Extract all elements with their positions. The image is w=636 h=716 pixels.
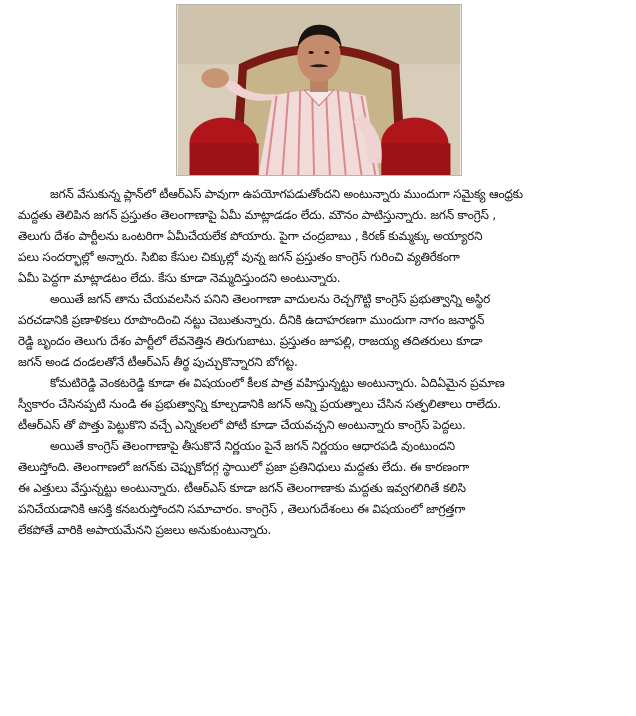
- text-line: జగన్ అండ దండలతోనే టీఆర్ఎస్ తీర్థ పుచ్చుకొన్నారని బోగట్ట.: [18, 355, 298, 369]
- paragraph-2: [18, 289, 624, 373]
- text-line: అయితే జగన్ తాను చేయవలసిన పనిని తెలంగాణా వాదులను రెచ్చగొట్టి కాంగ్రెస్ ప్రభుత్వాన్ని అస్థిర: [50, 292, 491, 306]
- text-line: తెలుస్తోంది. తెలంగాణలో జగన్‌కు చెప్పుకోదగ్గ స్థాయిలో ప్రజా ప్రతినిధులు మద్దతు లేదు. ఈ కారణంగా: [18, 460, 469, 474]
- text-line: కోమటిరెడ్డి వెంకటరెడ్డి కూడా ఈ విషయంలో కీలక పాత్ర వహిస్తున్నట్టు అంటున్నారు. ఏదిఏమైన ప్రమాణ: [50, 376, 505, 390]
- text-line: రెడ్డి బృందం తెలుగు దేశం పార్టీలో లేవనెత్తిన తిరుగుబాటు. ప్రస్తుతం జూపల్లి, రాజయ్య తదితరులు కూడా: [18, 334, 483, 348]
- text-line: మద్దతు తెలిపిన జగన్ ప్రస్తుతం తెలంగాణాపై ఏమీ మాట్లాడడం లేదు. మౌనం పాటిస్తున్నారు. జగన్ కాంగ్రెస్ ,: [18, 208, 496, 222]
- text-line: పరచడానికి ప్రణాళికలు రూపొందించి నట్టు చెబుతున్నారు. దీనికి ఉదాహరణగా ముందుగా నాగం జనార్థన్: [18, 313, 485, 327]
- article-photo: [176, 4, 462, 176]
- photo-illustration: [177, 5, 461, 175]
- text-line: ఏమీ పెద్దగా మాట్లాడటం లేదు. కేసు కూడా నెమ్మదిస్తుందని అంటున్నారు.: [18, 271, 341, 285]
- text-line: టీఆర్ఎస్ తో పొత్తు పెట్టుకొని వచ్చే ఎన్నికలలో పోటీ కూడా చేయవచ్చని అంటున్నారు కాంగ్రెస్ పెద్దలు.: [18, 418, 466, 432]
- article-body: [18, 184, 624, 541]
- text-line: తెలుగు దేశం పార్టీలను ఒంటరిగా ఏమీచేయలేక పోయారు. పైగా చంద్రబాబు , కిరణ్ కుమ్మక్కు అయ్యారని: [18, 229, 483, 243]
- text-line: పలు సందర్భాల్లో అన్నారు. సిబిఐ కేసుల చిక్కుల్లో వున్న జగన్ ప్రస్తుతం కాంగ్రెస్ గురించి వ్యతిరేకంగా: [18, 250, 460, 264]
- text-line: పనిచేయడానికి ఆసక్తి కనబరుస్తోందని సమాచారం. కాంగ్రెస్ , తెలుగుదేశంలు ఈ విషయంలో జాగ్రత్తగా: [18, 502, 466, 516]
- paragraph-1: [18, 184, 624, 289]
- text-line: స్వీకారం చేసినప్పటి నుండి ఈ ప్రభుత్వాన్ని కూల్చడానికి జగన్ అన్ని ప్రయత్నాలు చేసిన సత్ఫలితాలు రాలేదు.: [18, 397, 501, 411]
- text-line: లేకపోతే వారికి అపాయమేనని ప్రజలు అనుకుంటున్నారు.: [18, 523, 272, 537]
- text-line: ఈ ఎత్తులు వేస్తున్నట్టు అంటున్నారు. టీఆర్ఎస్ కూడా జగన్ తెలంగాణాకు మద్దతు ఇవ్వగలిగితే కలిసి: [18, 481, 466, 495]
- text-line: అయితే కాంగ్రెస్ తెలంగాణాపై తీసుకొనే నిర్ణయం పైనే జగన్ నిర్ణయం ఆధారపడి వుంటుందని: [50, 439, 455, 453]
- paragraph-3: [18, 373, 624, 436]
- paragraph-4: [18, 436, 624, 541]
- text-line: జగన్ వేసుకున్న ప్లాన్‌లో టీఆర్ఎస్ పావుగా ఉపయోగపడుతోందని అంటున్నారు ముందుగా సమైక్య ఆంధ్రకు: [50, 187, 523, 201]
